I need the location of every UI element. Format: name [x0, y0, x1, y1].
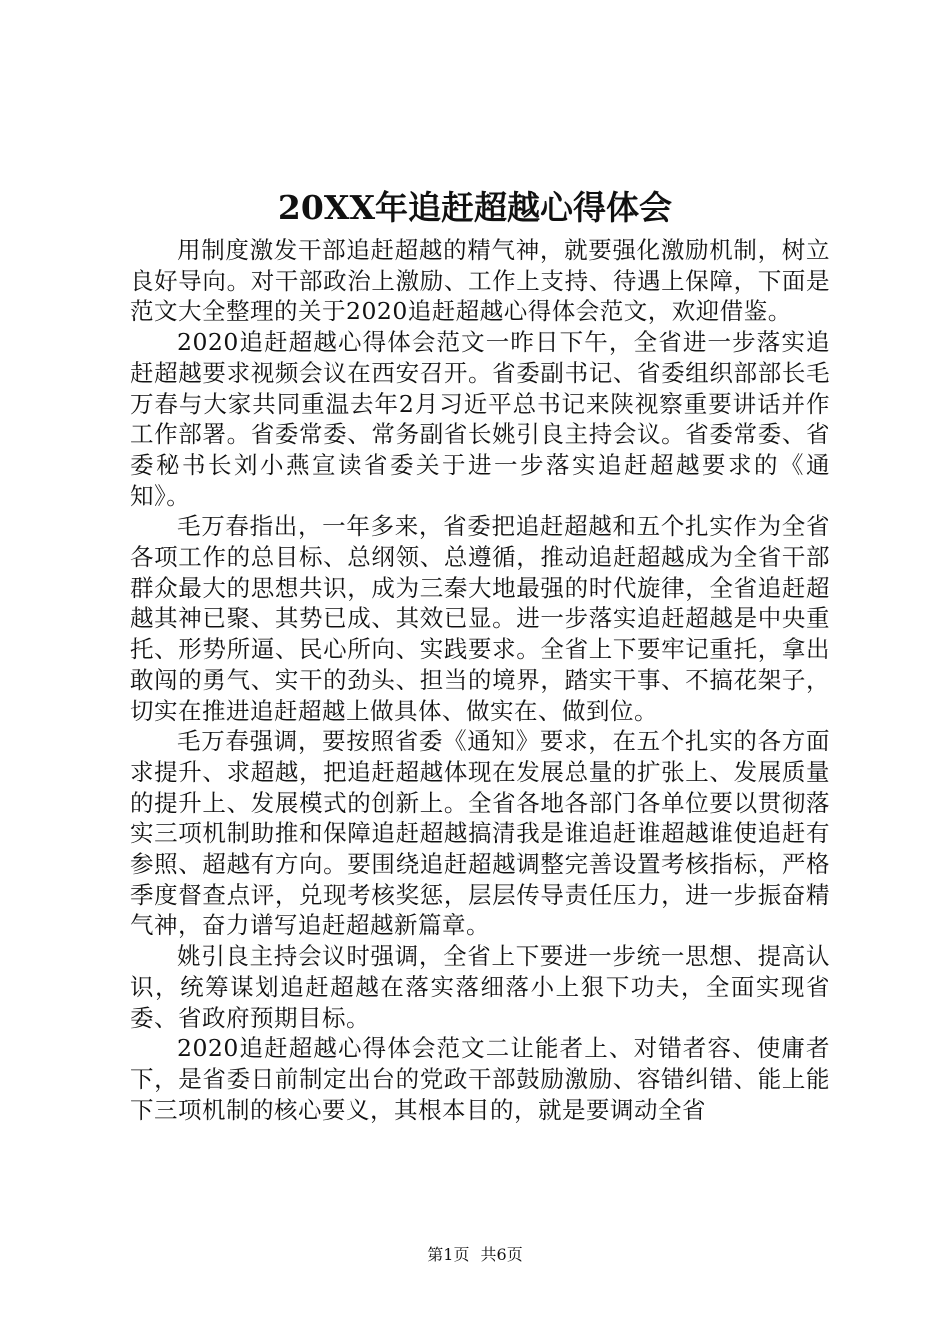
page-number: 第1页: [427, 1245, 470, 1264]
paragraph-1: 用制度激发干部追赶超越的精气神，就要强化激励机制，树立良好导向。对干部政治上激励、工作上支持、待遇上保障，下面是范文大全整理的关于2020追赶超越心得体会范文，欢迎借鉴。: [130, 236, 830, 326]
paragraph-5: 姚引良主持会议时强调，全省上下要进一步统一思想、提高认识，统筹谋划追赶超越在落实落细落小上狠下功夫，全面实现省委、省政府预期目标。: [130, 942, 830, 1032]
paragraph-3: 毛万春指出，一年多来，省委把追赶超越和五个扎实作为全省各项工作的总目标、总纲领、总遵循，推动追赶超越成为全省干部群众最大的思想共识，成为三秦大地最强的时代旋律，全省追赶超越其神已聚、其势已成、其效已显。进一步落实追赶超越是中央重托、形势所逼、民心所向、实践要求。全省上下要牢记重托，拿出敢闯的勇气、实干的劲头、担当的境界，踏实干事、不搞花架子，切实在推进追赶超越上做具体、做实在、做到位。: [130, 512, 830, 725]
document-title: 20XX年追赶超越心得体会: [277, 188, 673, 227]
page-footer: [0, 1243, 950, 1267]
paragraph-6: 2020追赶超越心得体会范文二让能者上、对错者容、使庸者下，是省委日前制定出台的党政干部鼓励激励、容错纠错、能上能下三项机制的核心要义，其根本目的，就是要调动全省: [130, 1034, 830, 1124]
document-body: [130, 235, 830, 1125]
paragraph-4: 毛万春强调，要按照省委《通知》要求，在五个扎实的各方面求提升、求超越，把追赶超越体现在发展总量的扩张上、发展质量的提升上、发展模式的创新上。全省各地各部门各单位要以贯彻落实三项机制助推和保障追赶超越搞清我是谁追赶谁超越谁使追赶有参照、超越有方向。要围绕追赶超越调整完善设置考核指标，严格季度督查点评，兑现考核奖惩，层层传导责任压力，进一步振奋精气神，奋力谱写追赶超越新篇章。: [130, 727, 830, 940]
paragraph-2: 2020追赶超越心得体会范文一昨日下午，全省进一步落实追赶超越要求视频会议在西安召开。省委副书记、省委组织部部长毛万春与大家共同重温去年2月习近平总书记来陕视察重要讲话并作工作部署。省委常委、常务副省长姚引良主持会议。省委常委、省委秘书长刘小燕宣读省委关于进一步落实追赶超越要求的《通知》。: [130, 328, 830, 510]
page-total: 共6页: [480, 1245, 523, 1264]
